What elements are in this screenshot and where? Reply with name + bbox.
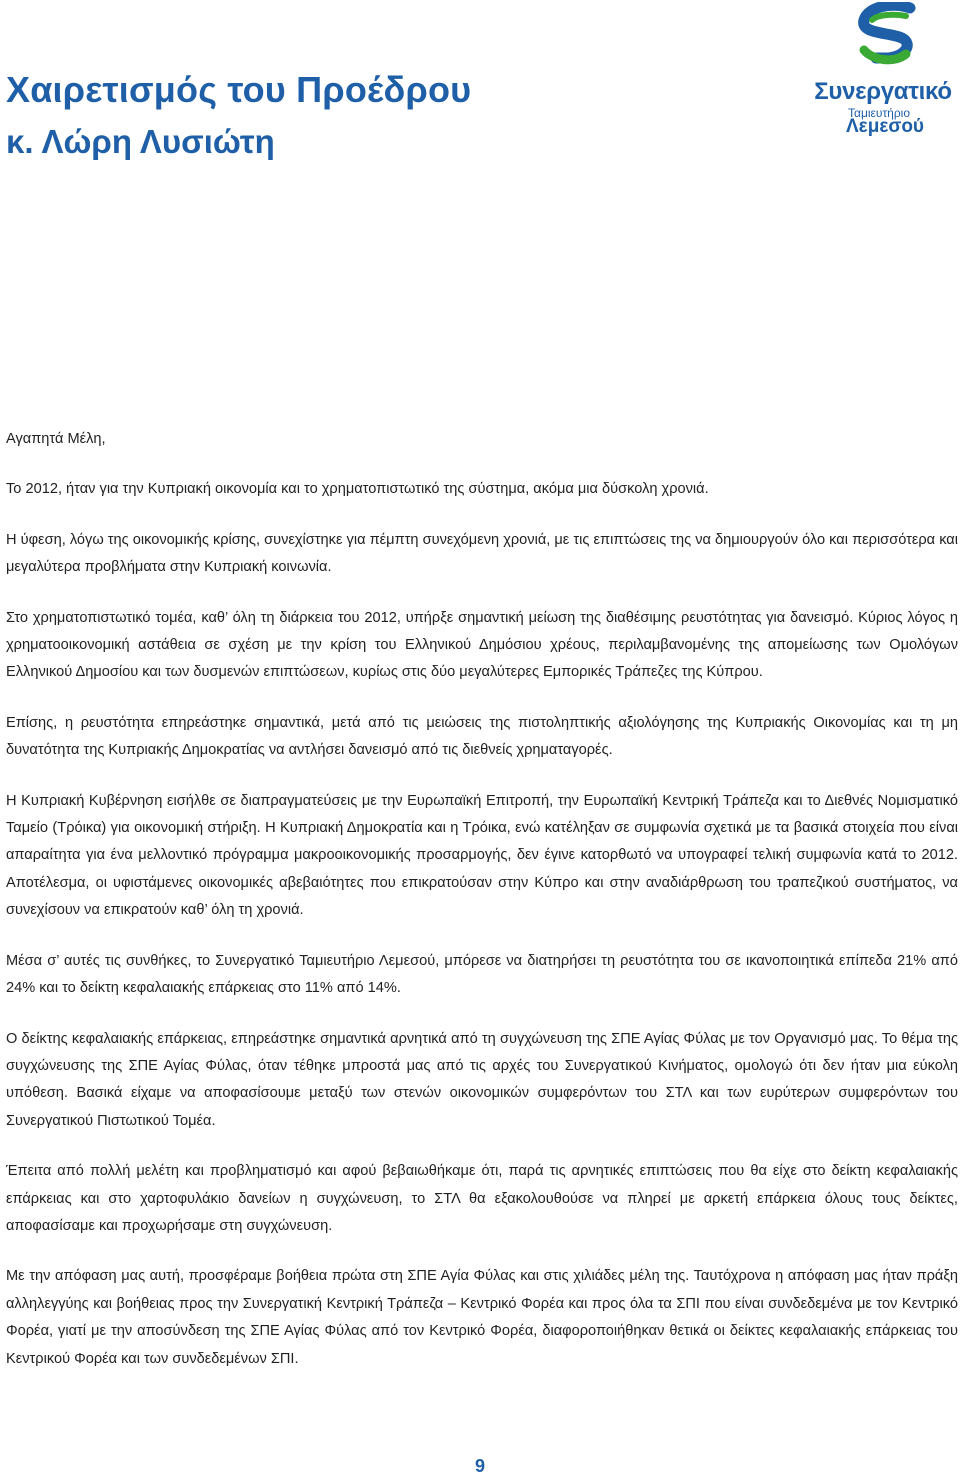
paragraph-4: Επίσης, η ρευστότητα επηρεάστηκε σημαντικά, μετά από τις μειώσεις της πιστοληπτικής αξιολόγησης της Κυπριακής Οικονομίας και τη μη δυνατότητα της Κυπριακής Δημοκρατίας να αντλήσει δανεισμό από τις διεθνείς χρηματαγορές.: [6, 714, 958, 759]
title-block: [6, 68, 471, 164]
page-title: Χαιρετισμός του Προέδρου: [6, 69, 472, 110]
logo-s-icon: [806, 2, 960, 82]
paragraph-3: Στο χρηματοπιστωτικό τομέα, καθ’ όλη τη διάρκεια του 2012, υπήρξε σημαντική μείωση της διαθέσιμης ρευστότητας για δανεισμό. Κύριος λόγος η χρηματοοικονομική αστάθεια σε σχέση με την κρίση του Ελληνικού Δημόσιου χρέους, περιλαμβανομένης της απομείωσης των Ομολόγων Ελληνικού Δημοσίου και των δυσμενών επιπτώσεων, κυρίως στις δύο μεγαλύτερες Εμπορικές Τράπεζες της Κύπρου.: [6, 609, 958, 681]
paragraph-7: Ο δείκτης κεφαλαιακής επάρκειας, επηρεάστηκε σημαντικά αρνητικά από τη συγχώνευση της ΣΠΕ Αγίας Φύλας με τον Οργανισμό μας. Το θέμα της συγχώνευσης της ΣΠΕ Αγίας Φύλας, όταν τέθηκε μπροστά μας από τις αρχές του Συνεργατικού Κινήματος, ομολογώ ότι δεν ήταν μια εύκολη υπόθεση. Βασικά είχαμε να αποφασίσουμε μεταξύ των στενών οικονομικών συμφερόντων του ΣΤΛ και των ευρύτερων συμφερόντων του Συνεργατικού Πιστωτικού Τομέα.: [6, 1030, 958, 1129]
paragraph-6: Μέσα σ’ αυτές τις συνθήκες, το Συνεργατικό Ταμιευτήριο Λεμεσού, μπόρεσε να διατηρήσει τη ρευστότητα του σε ικανοποιητικά επίπεδα 21% από 24% και το δείκτη κεφαλαιακής επάρκειας στο 11% από 14%.: [6, 952, 958, 997]
logo-subname: Ταμιευτήριο: [848, 106, 911, 120]
logo-name: Συνεργατικό: [814, 78, 952, 105]
paragraph-8: Έπειτα από πολλή μελέτη και προβληματισμό και αφού βεβαιωθήκαμε ότι, παρά τις αρνητικές επιπτώσεις που θα είχε στο δείκτη κεφαλαιακής επάρκειας και στο χαρτοφυλάκιο δανείων η συγχώνευση, το ΣΤΛ θα εξακολουθούσε να πληρεί με αρκετή επάρκεια όλους τους δείκτες, αποφασίσαμε και προχωρήσαμε στη συγχώνευση.: [6, 1163, 958, 1234]
greeting: Αγαπητά Μέλη,: [6, 431, 106, 447]
logo-city: Λεμεσού: [846, 116, 924, 137]
paragraph-9: Με την απόφαση μας αυτή, προσφέραμε βοήθεια πρώτα στη ΣΠΕ Αγία Φύλας και στις χιλιάδες μέλη της. Ταυτόχρονα η απόφαση μας ήταν πράξη αλληλεγγύης και βοήθειας προς την Συνεργατική Κεντρική Τράπεζα – Κεντρικό Φορέα και προς όλα τα ΣΠΙ που είναι συνδεδεμένα με τον Κεντρικό Φορέα, γιατί με την αποσύνδεση της ΣΠΕ Αγίας Φύλας από τον Κεντρικό Φορέα, διαφοροποιήθηκαν θετικά οι δείκτες κεφαλαιακής επάρκειας του Κεντρικού Φορέα και των συνδεδεμένων ΣΠΙ.: [6, 1268, 958, 1367]
paragraph-5: Η Κυπριακή Κυβέρνηση εισήλθε σε διαπραγματεύσεις με την Ευρωπαϊκή Επιτροπή, την Ευρωπαϊκή Κεντρική Τράπεζα και το Διεθνές Νομισματικό Ταμείο (Τρόικα) για οικονομική στήριξη. Η Κυπριακή Δημοκρατία και η Τρόικα, ενώ κατέληξαν σε συμφωνία σχετικά με τα βασικά στοιχεία που είναι απαραίτητα για ένα μελλοντικό πρόγραμμα μακροοικονομικής προσαρμογής, δεν έγινε κατορθωτό να υπογραφεί τελική συμφωνία κατά το 2012. Αποτέλεσμα, οι υφιστάμενες οικονομικές αβεβαιότητες που επικρατούσαν στην Κύπρο και στην αναδιάρθρωση του τραπεζικού συστήματος, να συνεχίσουν να επικρατούν καθ’ όλη τη χρονιά.: [6, 792, 958, 919]
logo: [806, 2, 960, 136]
paragraph-1: Το 2012, ήταν για την Κυπριακή οικονομία και το χρηματοπιστωτικό της σύστημα, ακόμα μια δύσκολη χρονιά.: [6, 481, 709, 498]
page-number: 9: [474, 1456, 485, 1476]
letter-body: [6, 426, 958, 1373]
paragraph-2: Η ύφεση, λόγω της οικονομικής κρίσης, συνεχίστηκε για πέμπτη συνεχόμενη χρονιά, με τις επιπτώσεις της να δημιουργούν όλο και περισσότερα και μεγαλύτερα προβλήματα στην Κυπριακή κοινωνία.: [6, 531, 958, 576]
page-subtitle: κ. Λώρη Λυσιώτη: [6, 123, 275, 160]
